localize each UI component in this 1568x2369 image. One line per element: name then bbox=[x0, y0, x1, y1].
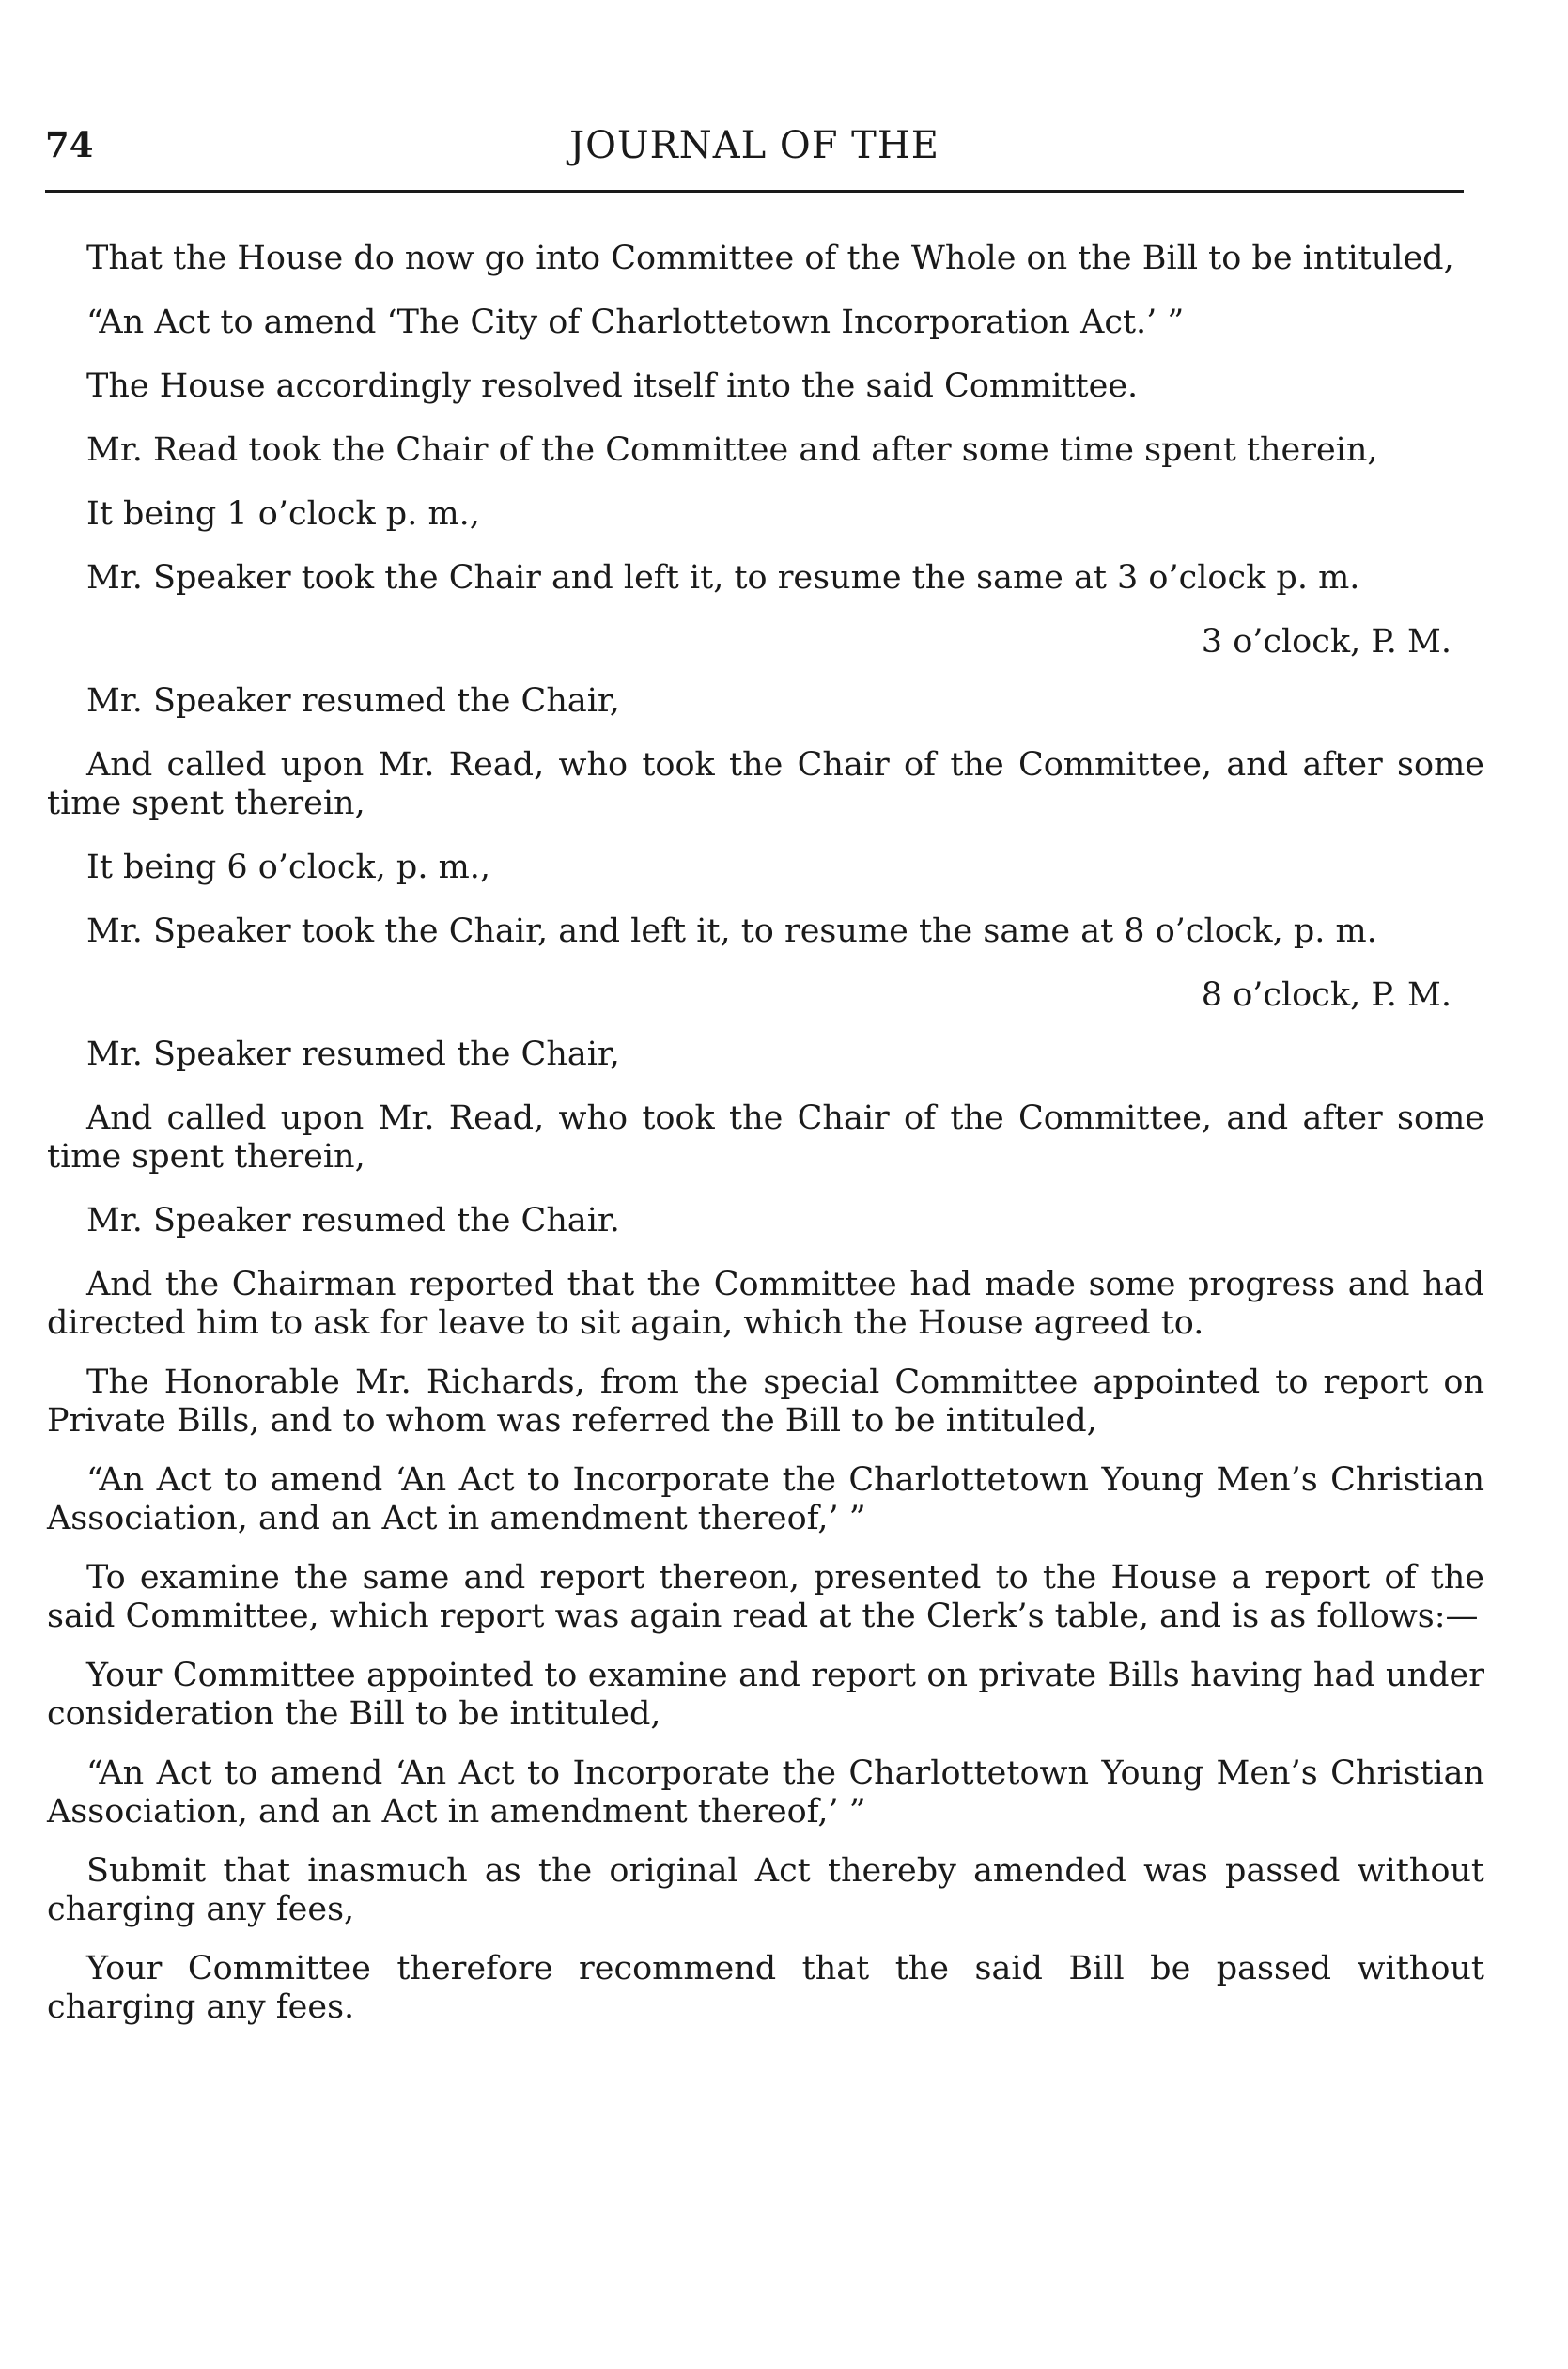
paragraph: Submit that inasmuch as the original Act thereby amended was passed without charging any fees, bbox=[47, 1852, 1484, 1928]
paragraph: It being 6 o’clock, p. m., bbox=[86, 849, 491, 886]
paragraph: And the Chairman reported that the Committee had made some progress and had directed him to ask for leave to sit again, which the House agreed to. bbox=[47, 1266, 1484, 1342]
page-number: 74 bbox=[45, 124, 94, 165]
running-head: JOURNAL OF THE bbox=[569, 124, 939, 167]
bill-title: “An Act to amend ‘The City of Charlottetown Incorporation Act.’ ” bbox=[86, 304, 1185, 341]
bill-title: “An Act to amend ‘An Act to Incorporate the Charlottetown Young Men’s Christian Association, and an Act in amendment thereof,’ ” bbox=[47, 1754, 1484, 1831]
header-rule bbox=[45, 190, 1464, 193]
paragraph: To examine the same and report thereon, presented to the House a report of the said Committee, which report was again read at the Clerk’s table, and is as follows:— bbox=[47, 1559, 1484, 1635]
paragraph: Mr. Speaker took the Chair and left it, to resume the same at 3 o’clock p. m. bbox=[86, 559, 1360, 597]
paragraph: The House accordingly resolved itself into the said Committee. bbox=[86, 367, 1139, 405]
paragraph: And called upon Mr. Read, who took the Chair of the Committee, and after some time spent therein, bbox=[47, 746, 1484, 822]
paragraph: Mr. Speaker resumed the Chair. bbox=[86, 1202, 620, 1239]
paragraph: Your Committee appointed to examine and report on private Bills having had under consideration the Bill to be intituled, bbox=[47, 1657, 1484, 1733]
paragraph: It being 1 o’clock p. m., bbox=[86, 495, 480, 533]
bill-title: “An Act to amend ‘An Act to Incorporate the Charlottetown Young Men’s Christian Association, and an Act in amendment thereof,’ ” bbox=[47, 1461, 1484, 1537]
time-heading: 8 o’clock, P. M. bbox=[1201, 976, 1452, 1014]
paragraph: That the House do now go into Committee of the Whole on the Bill to be intituled, bbox=[86, 240, 1454, 277]
page-header bbox=[45, 115, 1464, 180]
paragraph: Mr. Speaker resumed the Chair, bbox=[86, 682, 620, 720]
paragraph: The Honorable Mr. Richards, from the special Committee appointed to report on Private Bills, and to whom was referred the Bill to be intituled, bbox=[47, 1364, 1484, 1440]
paragraph: Your Committee therefore recommend that the said Bill be passed without charging any fees. bbox=[47, 1950, 1484, 2026]
paragraph: Mr. Speaker resumed the Chair, bbox=[86, 1036, 620, 1073]
time-heading: 3 o’clock, P. M. bbox=[1201, 623, 1452, 661]
paragraph: And called upon Mr. Read, who took the Chair of the Committee, and after some time spent therein, bbox=[47, 1099, 1484, 1176]
journal-body bbox=[47, 240, 1484, 2048]
paragraph: Mr. Speaker took the Chair, and left it, to resume the same at 8 o’clock, p. m. bbox=[86, 912, 1377, 950]
paragraph: Mr. Read took the Chair of the Committee and after some time spent therein, bbox=[86, 431, 1378, 469]
